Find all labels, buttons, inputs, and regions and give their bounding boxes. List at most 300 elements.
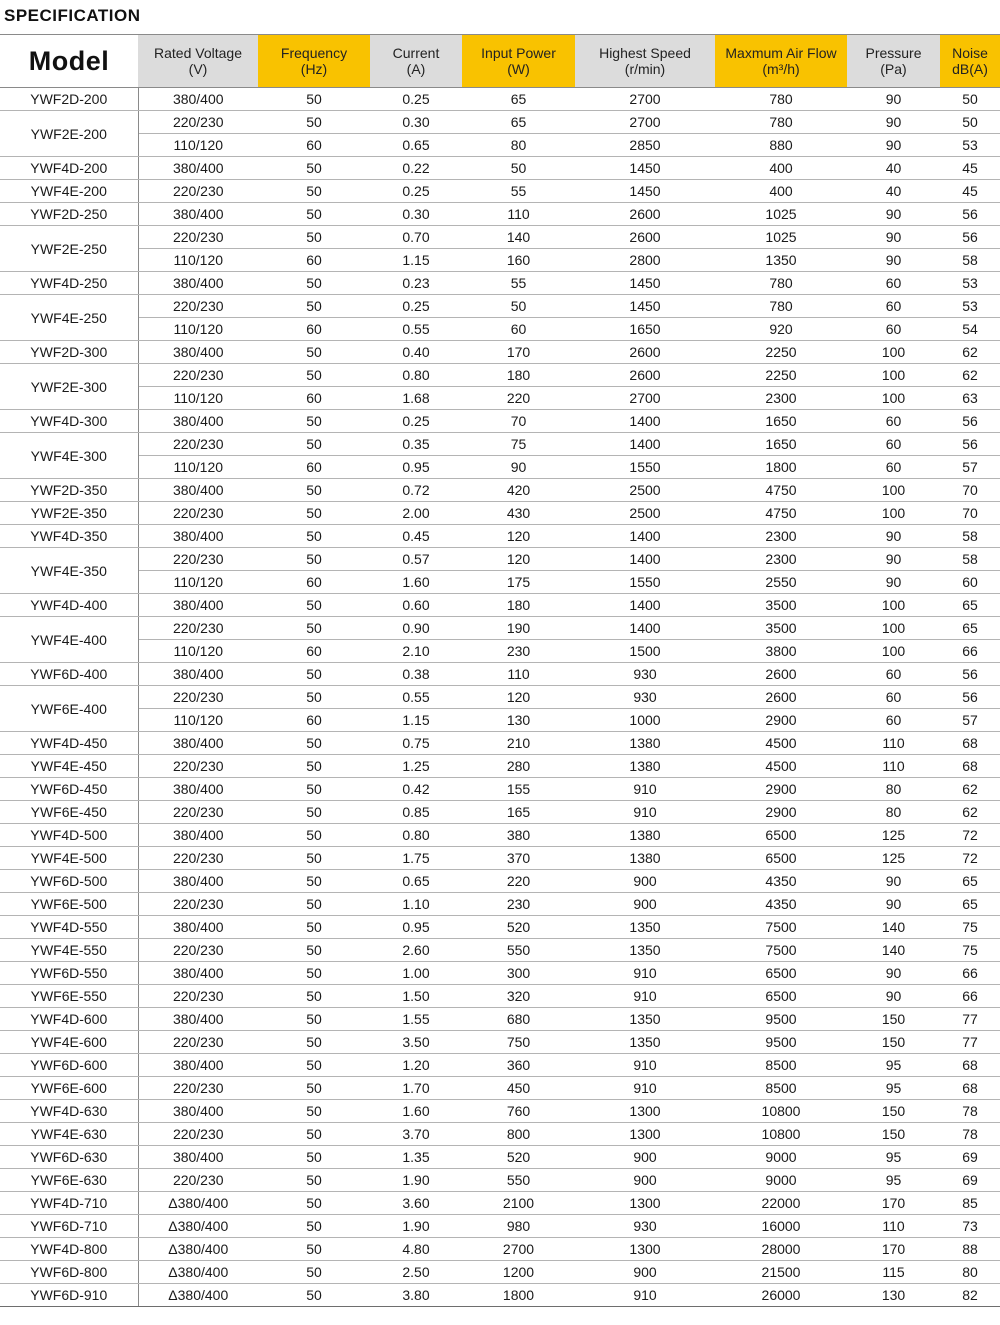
table-cell: 910 [575,962,715,985]
table-row [0,364,1000,387]
table-row [0,1146,1000,1169]
table-cell: 2250 [715,364,847,387]
table-cell: 2500 [575,502,715,525]
table-cell: 380/400 [138,870,258,893]
table-cell: 220 [462,870,575,893]
table-cell: 380/400 [138,732,258,755]
header-unit: (Pa) [880,61,907,77]
table-cell: 220/230 [138,1169,258,1192]
header-unit: (V) [188,61,208,77]
table-row [0,525,1000,548]
table-cell: 82 [940,1284,1000,1307]
header-rated-voltage [138,35,258,88]
table-cell: 2900 [715,801,847,824]
table-cell: 1300 [575,1192,715,1215]
table-cell: 0.45 [370,525,462,548]
table-cell: 1.90 [370,1215,462,1238]
table-cell: 220/230 [138,364,258,387]
table-cell: 1.70 [370,1077,462,1100]
header-max-air-flow [715,35,847,88]
table-cell: 68 [940,1077,1000,1100]
table-cell: 1450 [575,180,715,203]
table-cell: 150 [847,1008,940,1031]
table-cell: 50 [258,939,370,962]
model-cell: YWF6D-910 [0,1284,138,1307]
model-cell: YWF2E-350 [0,502,138,525]
table-cell: 6500 [715,824,847,847]
table-cell: 50 [258,778,370,801]
header-current [370,35,462,88]
table-cell: 68 [940,1054,1000,1077]
table-cell: 380/400 [138,88,258,111]
table-cell: 78 [940,1100,1000,1123]
table-cell: 9000 [715,1169,847,1192]
table-cell: 68 [940,732,1000,755]
table-cell: 56 [940,226,1000,249]
table-row [0,111,1000,134]
table-cell: 1650 [715,410,847,433]
model-cell: YWF6E-600 [0,1077,138,1100]
table-cell: 50 [258,870,370,893]
table-cell: 50 [258,548,370,571]
table-cell: 50 [258,801,370,824]
table-cell: 930 [575,686,715,709]
table-cell: 62 [940,341,1000,364]
table-cell: 1400 [575,410,715,433]
table-cell: 50 [258,985,370,1008]
table-cell: 380/400 [138,272,258,295]
table-cell: 8500 [715,1077,847,1100]
table-cell: 57 [940,456,1000,479]
table-cell: 90 [847,134,940,157]
table-cell: 2800 [575,249,715,272]
table-cell: 0.22 [370,157,462,180]
table-cell: 0.42 [370,778,462,801]
table-cell: 120 [462,525,575,548]
table-cell: 1400 [575,433,715,456]
table-row [0,571,1000,594]
table-cell: 220/230 [138,226,258,249]
model-cell: YWF4D-600 [0,1008,138,1031]
table-cell: 53 [940,295,1000,318]
table-row [0,870,1000,893]
table-cell: 0.95 [370,916,462,939]
table-cell: Δ380/400 [138,1284,258,1307]
table-cell: 1450 [575,157,715,180]
table-cell: 45 [940,180,1000,203]
table-cell: 2850 [575,134,715,157]
table-cell: 140 [847,916,940,939]
table-cell: 75 [940,939,1000,962]
model-cell: YWF2D-250 [0,203,138,226]
table-cell: 380/400 [138,1054,258,1077]
table-cell: 1550 [575,571,715,594]
table-row [0,801,1000,824]
table-cell: 170 [847,1238,940,1261]
table-cell: 95 [847,1146,940,1169]
table-cell: 220/230 [138,1077,258,1100]
model-cell: YWF4D-710 [0,1192,138,1215]
table-cell: 60 [847,456,940,479]
model-cell: YWF4D-800 [0,1238,138,1261]
header-label: Highest Speed [599,45,691,61]
table-cell: 90 [847,985,940,1008]
header-noise [940,35,1000,88]
table-row [0,640,1000,663]
table-cell: 370 [462,847,575,870]
table-cell: 1380 [575,755,715,778]
header-unit: (r/min) [624,61,666,77]
table-cell: 150 [847,1123,940,1146]
model-cell: YWF4D-400 [0,594,138,617]
table-cell: 0.25 [370,410,462,433]
table-cell: 220/230 [138,939,258,962]
table-cell: 110/120 [138,318,258,341]
table-cell: 1300 [575,1100,715,1123]
table-cell: 60 [258,571,370,594]
table-row [0,1192,1000,1215]
table-cell: 4.80 [370,1238,462,1261]
table-cell: 26000 [715,1284,847,1307]
table-cell: 50 [258,226,370,249]
table-cell: 50 [258,111,370,134]
header-label: Pressure [865,45,922,61]
table-cell: 2700 [575,111,715,134]
table-cell: 170 [847,1192,940,1215]
table-cell: 62 [940,778,1000,801]
table-cell: 60 [940,571,1000,594]
header-model: Model [0,35,138,88]
table-cell: 220 [462,387,575,410]
table-cell: 380 [462,824,575,847]
table-cell: 56 [940,203,1000,226]
table-cell: 73 [940,1215,1000,1238]
table-cell: 50 [462,295,575,318]
table-cell: 28000 [715,1238,847,1261]
table-cell: 100 [847,594,940,617]
table-cell: 90 [847,525,940,548]
table-cell: 150 [847,1100,940,1123]
table-cell: 0.65 [370,870,462,893]
table-cell: 90 [847,226,940,249]
table-row [0,709,1000,732]
model-cell: YWF4E-500 [0,847,138,870]
table-cell: 930 [575,1215,715,1238]
table-cell: 2900 [715,778,847,801]
table-cell: 1650 [715,433,847,456]
table-cell: 62 [940,364,1000,387]
table-cell: 750 [462,1031,575,1054]
model-cell: YWF6E-550 [0,985,138,1008]
table-cell: 320 [462,985,575,1008]
table-cell: 150 [847,1031,940,1054]
model-cell: YWF4E-550 [0,939,138,962]
table-row [0,410,1000,433]
header-unit: (m³/h) [762,61,800,77]
table-cell: 2600 [575,203,715,226]
table-row [0,502,1000,525]
table-row [0,778,1000,801]
model-cell: YWF2E-250 [0,226,138,272]
table-cell: 0.65 [370,134,462,157]
table-cell: 66 [940,985,1000,1008]
table-cell: 110 [847,732,940,755]
header-label: Current [392,45,440,61]
table-cell: 50 [258,893,370,916]
table-cell: 4750 [715,502,847,525]
table-cell: 780 [715,111,847,134]
table-cell: 3.60 [370,1192,462,1215]
table-cell: 1400 [575,548,715,571]
table-cell: 3.50 [370,1031,462,1054]
table-row [0,1100,1000,1123]
table-cell: 120 [462,686,575,709]
table-cell: 0.55 [370,318,462,341]
table-cell: 125 [847,847,940,870]
table-cell: 65 [462,111,575,134]
table-cell: 80 [847,778,940,801]
table-cell: 230 [462,893,575,916]
table-row [0,1054,1000,1077]
table-cell: Δ380/400 [138,1238,258,1261]
table-cell: 60 [258,318,370,341]
model-cell: YWF6D-600 [0,1054,138,1077]
table-cell: 220/230 [138,985,258,1008]
table-cell: 90 [462,456,575,479]
table-cell: 380/400 [138,341,258,364]
table-cell: 58 [940,525,1000,548]
table-cell: 1.60 [370,571,462,594]
table-cell: 380/400 [138,1008,258,1031]
table-cell: 1.55 [370,1008,462,1031]
table-cell: 1025 [715,226,847,249]
table-cell: 60 [258,249,370,272]
table-cell: 115 [847,1261,940,1284]
table-row [0,1261,1000,1284]
table-row [0,663,1000,686]
table-cell: 1.90 [370,1169,462,1192]
table-cell: 69 [940,1169,1000,1192]
table-cell: 4500 [715,755,847,778]
table-cell: 1800 [462,1284,575,1307]
table-cell: 1350 [575,1008,715,1031]
model-cell: YWF4D-450 [0,732,138,755]
table-cell: 400 [715,157,847,180]
table-cell: 210 [462,732,575,755]
table-cell: 220/230 [138,1123,258,1146]
header-label: Input Power [481,45,556,61]
header-input-power [462,35,575,88]
table-cell: 2300 [715,548,847,571]
table-cell: 90 [847,88,940,111]
model-cell: YWF4E-450 [0,755,138,778]
table-cell: 380/400 [138,203,258,226]
table-cell: 56 [940,686,1000,709]
table-cell: 220/230 [138,755,258,778]
table-cell: 380/400 [138,410,258,433]
table-cell: 300 [462,962,575,985]
header-row [0,35,1000,88]
table-cell: 65 [940,617,1000,640]
table-cell: 50 [258,732,370,755]
page-title: SPECIFICATION [4,6,141,25]
table-cell: 50 [462,157,575,180]
table-cell: 50 [258,916,370,939]
table-cell: 2600 [715,663,847,686]
table-cell: 100 [847,502,940,525]
table-cell: 72 [940,847,1000,870]
table-cell: 780 [715,272,847,295]
table-cell: 50 [258,1031,370,1054]
table-cell: 50 [258,295,370,318]
table-cell: 50 [258,410,370,433]
table-cell: 220/230 [138,548,258,571]
table-cell: 50 [258,962,370,985]
table-cell: 65 [940,870,1000,893]
table-cell: 60 [847,410,940,433]
header-unit: (Hz) [300,61,328,77]
table-cell: 1000 [575,709,715,732]
table-row [0,985,1000,1008]
table-cell: 2600 [575,341,715,364]
table-cell: 9000 [715,1146,847,1169]
table-cell: 1.10 [370,893,462,916]
table-cell: 50 [258,686,370,709]
table-cell: 70 [940,502,1000,525]
table-cell: 900 [575,1261,715,1284]
table-cell: 57 [940,709,1000,732]
model-cell: YWF2D-200 [0,88,138,111]
table-cell: 800 [462,1123,575,1146]
table-cell: 1300 [575,1238,715,1261]
table-cell: 910 [575,1054,715,1077]
table-cell: 60 [847,686,940,709]
header-label: Maxmum Air Flow [725,45,837,61]
table-cell: 0.25 [370,88,462,111]
model-cell: YWF4D-550 [0,916,138,939]
table-cell: 63 [940,387,1000,410]
table-cell: 1.00 [370,962,462,985]
table-cell: 190 [462,617,575,640]
table-cell: 550 [462,939,575,962]
table-row [0,134,1000,157]
table-cell: 50 [258,1054,370,1077]
model-cell: YWF6E-500 [0,893,138,916]
table-row [0,249,1000,272]
table-row [0,433,1000,456]
table-cell: 50 [258,663,370,686]
table-cell: 60 [462,318,575,341]
table-cell: 220/230 [138,1031,258,1054]
table-cell: 140 [847,939,940,962]
table-cell: 380/400 [138,962,258,985]
table-cell: 45 [940,157,1000,180]
table-cell: 0.55 [370,686,462,709]
header-unit: (A) [406,61,426,77]
table-cell: 0.25 [370,180,462,203]
table-cell: 110/120 [138,387,258,410]
table-cell: 1400 [575,525,715,548]
model-cell: YWF6D-400 [0,663,138,686]
model-cell: YWF2D-350 [0,479,138,502]
table-row [0,479,1000,502]
table-cell: 3500 [715,594,847,617]
table-cell: 0.95 [370,456,462,479]
table-cell: 90 [847,548,940,571]
table-cell: 95 [847,1169,940,1192]
table-row [0,594,1000,617]
table-row [0,295,1000,318]
table-row [0,88,1000,111]
table-cell: 0.57 [370,548,462,571]
table-cell: 69 [940,1146,1000,1169]
table-cell: 60 [847,709,940,732]
table-cell: 2550 [715,571,847,594]
table-cell: 380/400 [138,594,258,617]
table-cell: 58 [940,249,1000,272]
table-row [0,962,1000,985]
table-cell: 910 [575,778,715,801]
table-cell: 2300 [715,525,847,548]
table-cell: 4750 [715,479,847,502]
table-cell: 6500 [715,847,847,870]
table-cell: 220/230 [138,433,258,456]
table-row [0,847,1000,870]
table-cell: 60 [258,134,370,157]
table-cell: 54 [940,318,1000,341]
table-cell: 110 [847,755,940,778]
table-row [0,1284,1000,1307]
table-cell: 0.80 [370,364,462,387]
model-cell: YWF2E-200 [0,111,138,157]
table-cell: 1380 [575,847,715,870]
table-cell: 380/400 [138,525,258,548]
table-cell: 3500 [715,617,847,640]
table-cell: 0.70 [370,226,462,249]
table-cell: 50 [258,341,370,364]
table-cell: Δ380/400 [138,1215,258,1238]
table-row [0,1238,1000,1261]
table-cell: 16000 [715,1215,847,1238]
table-row [0,824,1000,847]
table-cell: 910 [575,801,715,824]
table-cell: 2700 [575,88,715,111]
table-cell: 910 [575,1077,715,1100]
table-cell: 1.75 [370,847,462,870]
table-cell: 780 [715,88,847,111]
table-cell: 60 [847,272,940,295]
model-cell: YWF6D-710 [0,1215,138,1238]
table-cell: 220/230 [138,893,258,916]
table-cell: 77 [940,1008,1000,1031]
table-body [0,88,1000,1307]
table-cell: 65 [940,893,1000,916]
table-cell: 9500 [715,1031,847,1054]
table-cell: 110/120 [138,709,258,732]
model-cell: YWF6D-630 [0,1146,138,1169]
table-cell: 520 [462,916,575,939]
table-cell: 100 [847,479,940,502]
table-cell: 60 [847,318,940,341]
table-cell: 22000 [715,1192,847,1215]
table-cell: 50 [258,617,370,640]
table-cell: 900 [575,893,715,916]
model-cell: YWF4D-350 [0,525,138,548]
table-cell: 10800 [715,1100,847,1123]
table-cell: 60 [847,295,940,318]
table-cell: 50 [258,1146,370,1169]
table-cell: 1350 [575,1031,715,1054]
